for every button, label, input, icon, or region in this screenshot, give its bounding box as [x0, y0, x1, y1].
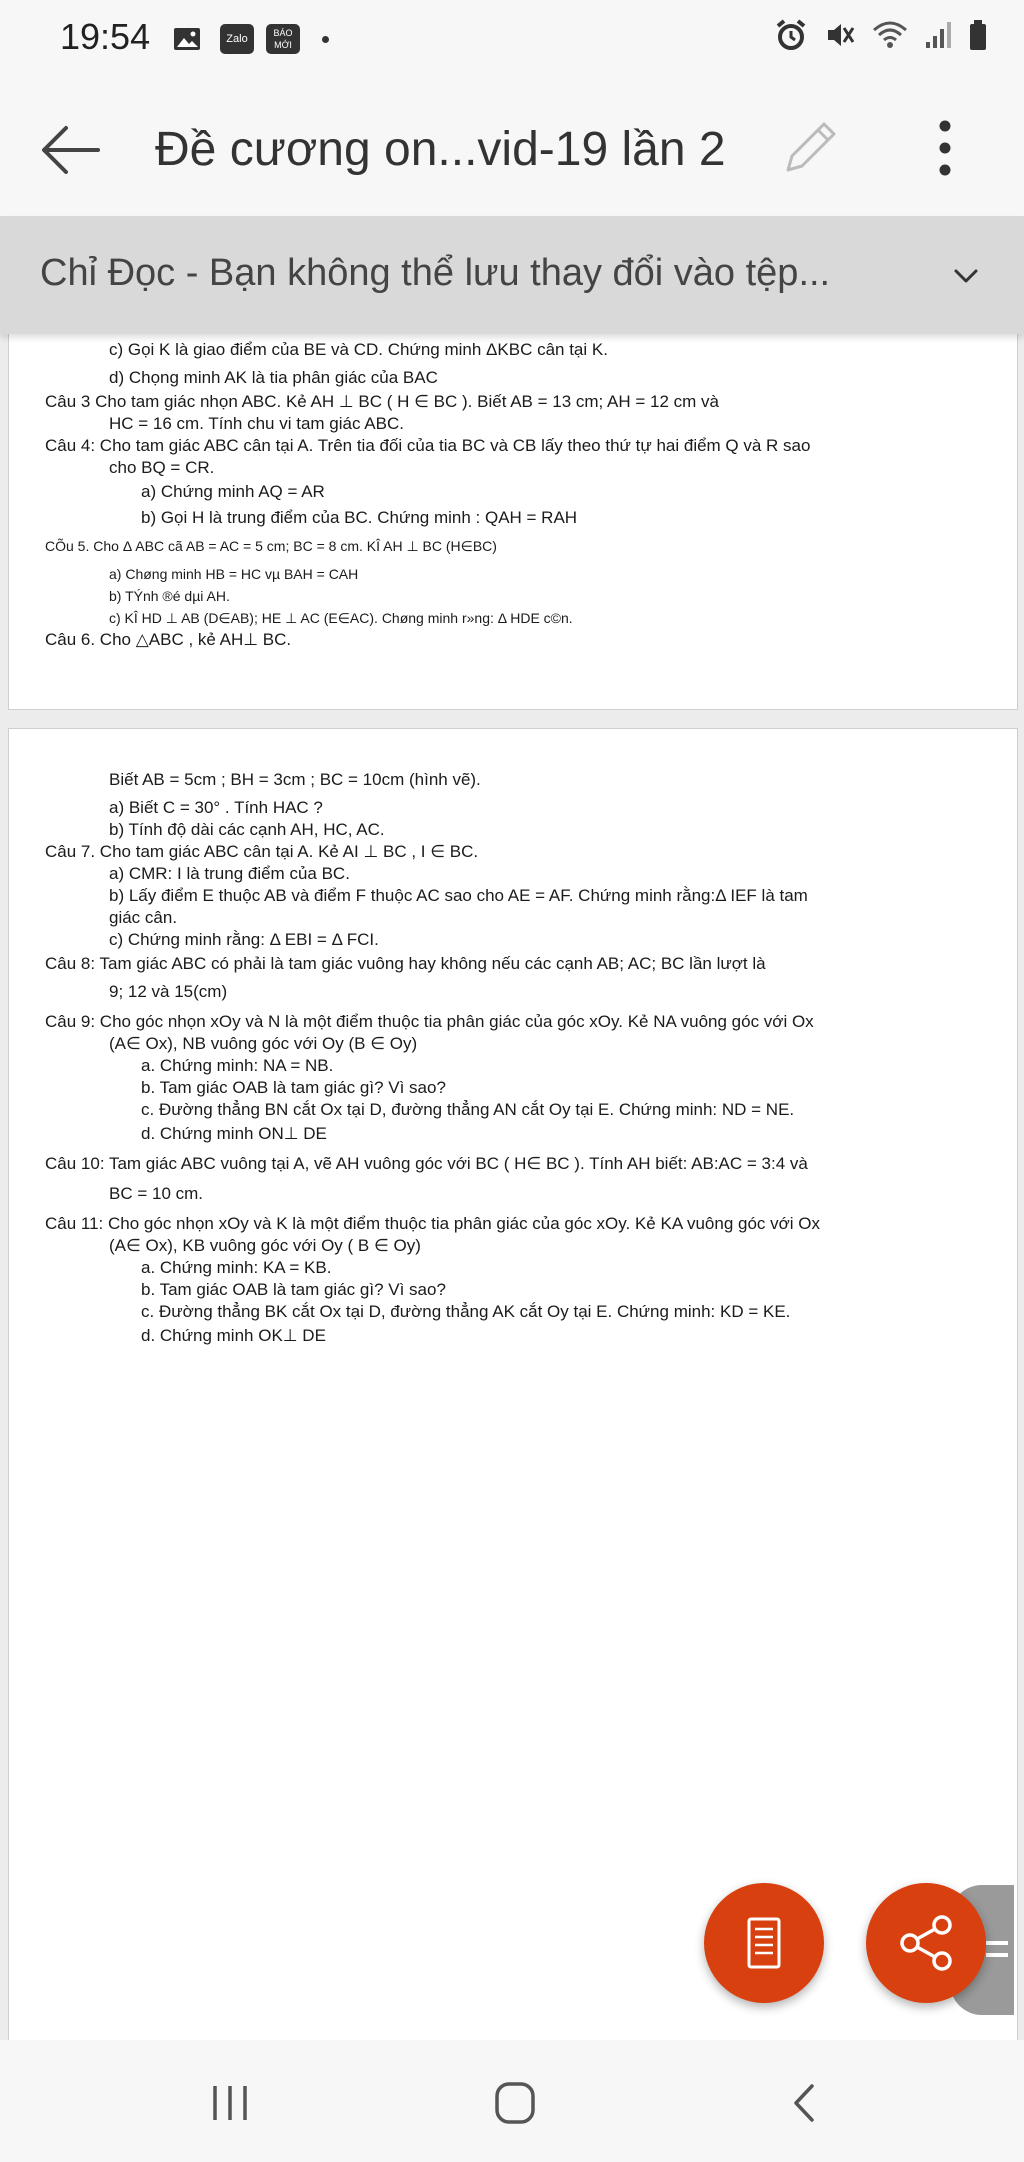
doc-line: b) TÝnh ®é dµi AH. — [109, 588, 230, 604]
doc-line: d. Chứng minh OK⊥ DE — [141, 1326, 326, 1345]
more-vertical-icon — [920, 116, 970, 180]
battery-icon — [968, 18, 988, 52]
chevron-left-icon — [770, 2078, 840, 2128]
back-button[interactable] — [36, 120, 106, 180]
baomoi-icon: BÁO MỚI — [266, 24, 300, 54]
recent-apps-icon — [195, 2078, 265, 2128]
recent-apps-button[interactable] — [195, 2078, 265, 2128]
doc-line: CÕu 5. Cho Δ ABC cã AB = AC = 5 cm; BC = 8 cm. KÎ AH ⊥ BC (H∈BC) — [45, 538, 497, 554]
document-page-2 — [8, 728, 1018, 2040]
arrow-left-icon — [36, 120, 106, 180]
doc-line: 9; 12 và 15(cm) — [109, 982, 228, 1001]
alarm-icon — [774, 18, 808, 52]
doc-line: a. Chứng minh: KA = KB. — [141, 1258, 332, 1277]
doc-line: Câu 9: Cho góc nhọn xOy và N là một điểm thuộc tia phân giác của góc xOy. Kẻ NA vuông góc với Ox — [45, 1012, 814, 1031]
zalo-icon: Zalo — [220, 24, 254, 54]
mute-icon — [822, 18, 856, 52]
doc-line: (A∈ Ox), NB vuông góc với Oy (B ∈ Oy) — [109, 1034, 418, 1053]
doc-line: c) Gọi K là giao điểm của BE và CD. Chứng minh ΔKBC cân tại K. — [109, 340, 608, 359]
doc-line: cho BQ = CR. — [109, 458, 215, 477]
doc-line: Câu 8: Tam giác ABC có phải là tam giác vuông hay không nếu các cạnh AB; AC; BC lần lượt là — [45, 954, 766, 973]
doc-line: Câu 10: Tam giác ABC vuông tại A, vẽ AH vuông góc với BC ( H∈ BC ). Tính AH biết: AB:AC = 3:4 và — [45, 1154, 808, 1173]
signal-icon — [924, 18, 954, 52]
doc-line: Câu 4: Cho tam giác ABC cân tại A. Trên tia đối của tia BC và CB lấy theo thứ tự hai điểm Q và R sao — [45, 436, 811, 455]
nav-back-button[interactable] — [770, 2078, 840, 2128]
doc-line: a) CMR: I là trung điểm của BC. — [109, 864, 350, 883]
more-notifications-dot — [322, 36, 329, 43]
document-viewer[interactable] — [0, 334, 1024, 2040]
doc-line: c) Chứng minh rằng: Δ EBI = Δ FCI. — [109, 930, 379, 949]
status-bar — [0, 0, 1024, 80]
doc-line: c) KÎ HD ⊥ AB (D∈AB); HE ⊥ AC (E∈AC). Chøng minh r»ng: Δ HDE c©n. — [109, 610, 573, 626]
document-title: Đề cương on...vid-19 lần 2 — [155, 123, 726, 176]
share-button[interactable] — [866, 1883, 986, 2003]
doc-line: d. Chứng minh ON⊥ DE — [141, 1124, 327, 1143]
gallery-icon — [172, 24, 202, 54]
doc-line: a. Chứng minh: NA = NB. — [141, 1056, 334, 1075]
doc-line: HC = 16 cm. Tính chu vi tam giác ABC. — [109, 414, 404, 433]
doc-line: b) Gọi H là trung điểm của BC. Chứng minh : QAH = RAH — [141, 508, 578, 527]
doc-line: Câu 3 Cho tam giác nhọn ABC. Kẻ AH ⊥ BC ( H ∈ BC ). Biết AB = 13 cm; AH = 12 cm và — [45, 392, 720, 411]
doc-line: a) Biết C = 30° . Tính HAC ? — [109, 798, 323, 817]
doc-line: b. Tam giác OAB là tam giác gì? Vì sao? — [141, 1078, 446, 1097]
pencil-icon — [780, 116, 842, 178]
doc-line: giác cân. — [109, 908, 178, 927]
wifi-icon — [870, 18, 910, 52]
document-page-1 — [8, 334, 1018, 710]
doc-line: Câu 11: Cho góc nhọn xOy và K là một điểm thuộc tia phân giác của góc xOy. Kẻ KA vuông góc với Ox — [45, 1214, 820, 1233]
status-time: 19:54 — [60, 16, 151, 57]
doc-line: BC = 10 cm. — [109, 1184, 204, 1203]
doc-line: (A∈ Ox), KB vuông góc với Oy ( B ∈ Oy) — [109, 1236, 421, 1255]
home-button[interactable] — [480, 2078, 550, 2128]
doc-line: b. Tam giác OAB là tam giác gì? Vì sao? — [141, 1280, 446, 1299]
document-icon — [704, 1883, 824, 2003]
doc-line: a) Chứng minh AQ = AR — [141, 482, 325, 501]
more-options-button[interactable] — [920, 116, 970, 180]
share-icon — [866, 1883, 986, 2003]
read-only-message: Chỉ Đọc - Bạn không thể lưu thay đổi vào tệp... — [40, 252, 831, 294]
app-bar — [0, 80, 1024, 216]
home-icon — [480, 2078, 550, 2128]
doc-line: Biết AB = 5cm ; BH = 3cm ; BC = 10cm (hình vẽ). — [109, 770, 481, 789]
chevron-down-icon — [948, 258, 984, 294]
system-nav-bar — [0, 2040, 1024, 2162]
edit-button[interactable] — [780, 116, 842, 178]
doc-line: Câu 6. Cho △ABC , kẻ AH⊥ BC. — [45, 630, 292, 649]
doc-line: a) Chøng minh HB = HC vµ BAH = CAH — [109, 566, 359, 582]
doc-line: c. Đường thẳng BN cắt Ox tại D, đường thẳng AN cắt Oy tại E. Chứng minh: ND = NE. — [141, 1100, 795, 1119]
doc-line: Câu 7. Cho tam giác ABC cân tại A. Kẻ AI ⊥ BC , I ∈ BC. — [45, 842, 479, 861]
read-only-banner[interactable] — [0, 216, 1024, 334]
status-icons — [774, 18, 988, 52]
notes-button[interactable] — [704, 1883, 824, 2003]
doc-line: c. Đường thẳng BK cắt Ox tại D, đường thẳng AK cắt Oy tại E. Chứng minh: KD = KE. — [141, 1302, 791, 1321]
doc-line: d) Chọng minh AK là tia phân giác của BAC — [109, 368, 438, 387]
doc-line: b) Lấy điểm E thuộc AB và điểm F thuộc AC sao cho AE = AF. Chứng minh rằng:Δ IEF là tam — [109, 886, 808, 905]
doc-line: b) Tính độ dài các cạnh AH, HC, AC. — [109, 820, 385, 839]
